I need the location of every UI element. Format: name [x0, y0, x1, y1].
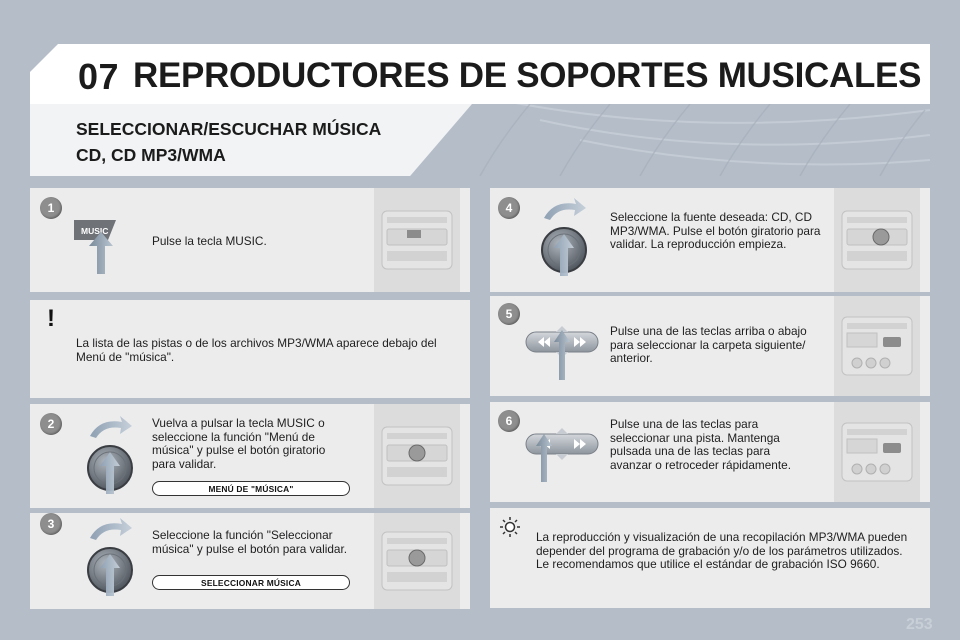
rotate-arrow-icon — [544, 198, 586, 220]
step-6-badge: 6 — [498, 410, 520, 432]
step-1-text: Pulse la tecla MUSIC. — [152, 234, 267, 248]
radio-panel-thumbnail — [834, 188, 920, 292]
step-5-text: Pulse una de las teclas arriba o abajo para seleccionar la carpeta siguiente/ anterior. — [610, 324, 807, 366]
section-title-line2: CD, CD MP3/WMA — [76, 145, 226, 165]
press-arrow-icon — [87, 232, 115, 279]
radio-panel-icon — [839, 417, 915, 487]
direction-pad-icon — [522, 318, 602, 385]
radio-panel-icon — [839, 311, 915, 381]
step-6-text: Pulse una de las teclas para seleccionar una pista. Mantenga pulsada una de las teclas para avanzar o retroceder rápidamente. — [610, 417, 791, 472]
radio-panel-thumbnail — [374, 513, 460, 609]
warning-text: La lista de las pistas o de los archivos MP3/WMA aparece debajo del Menú de "música". — [76, 336, 437, 364]
lightbulb-icon — [499, 516, 521, 543]
warning-icon: ! — [47, 305, 55, 332]
rotary-knob-icon — [80, 518, 140, 603]
rotary-knob-icon — [80, 416, 140, 501]
radio-panel-icon — [839, 205, 915, 275]
radio-panel-thumbnail — [374, 404, 460, 508]
page-title: REPRODUCTORES DE SOPORTES MUSICALES — [133, 56, 922, 95]
radio-panel-icon — [379, 421, 455, 491]
page-number: 253 — [906, 616, 933, 633]
radio-panel-icon — [379, 205, 455, 275]
step-2-text: Vuelva a pulsar la tecla MUSIC o seleccione la función "Menú de música" y pulse el botón giratorio para validar. — [152, 416, 326, 471]
step-1-badge: 1 — [40, 197, 62, 219]
music-key-label: MUSIC — [81, 226, 109, 236]
tip-text: La reproducción y visualización de una recopilación MP3/WMA pueden depender del programa de grabación y/o de los parámetros utilizados. Le recomendamos que utilice el estándar de grabación ISO 9660. — [536, 530, 908, 572]
step-2-badge: 2 — [40, 413, 62, 435]
radio-panel-icon — [379, 526, 455, 596]
step-3-badge: 3 — [40, 513, 62, 535]
section-title-line1: SELECCIONAR/ESCUCHAR MÚSICA — [76, 119, 382, 139]
direction-pad-icon — [522, 420, 602, 487]
step-5-badge: 5 — [498, 303, 520, 325]
seleccionar-musica-label: SELECCIONAR MÚSICA — [152, 575, 350, 590]
chapter-number: 07 — [78, 56, 120, 97]
menu-musica-label: MENÚ DE "MÚSICA" — [152, 481, 350, 496]
step-4-badge: 4 — [498, 197, 520, 219]
radio-panel-thumbnail — [374, 188, 460, 292]
rotate-arrow-icon — [90, 416, 132, 438]
radio-panel-thumbnail — [834, 402, 920, 502]
rotary-knob-icon — [534, 198, 594, 283]
step-3-text: Seleccione la función "Seleccionar música" y pulse el botón para validar. — [152, 528, 348, 556]
radio-panel-thumbnail — [834, 296, 920, 396]
step-4-text: Seleccione la fuente deseada: CD, CD MP3/WMA. Pulse el botón giratorio para validar. La reproducción empieza. — [610, 210, 821, 252]
rotate-arrow-icon — [90, 518, 132, 540]
